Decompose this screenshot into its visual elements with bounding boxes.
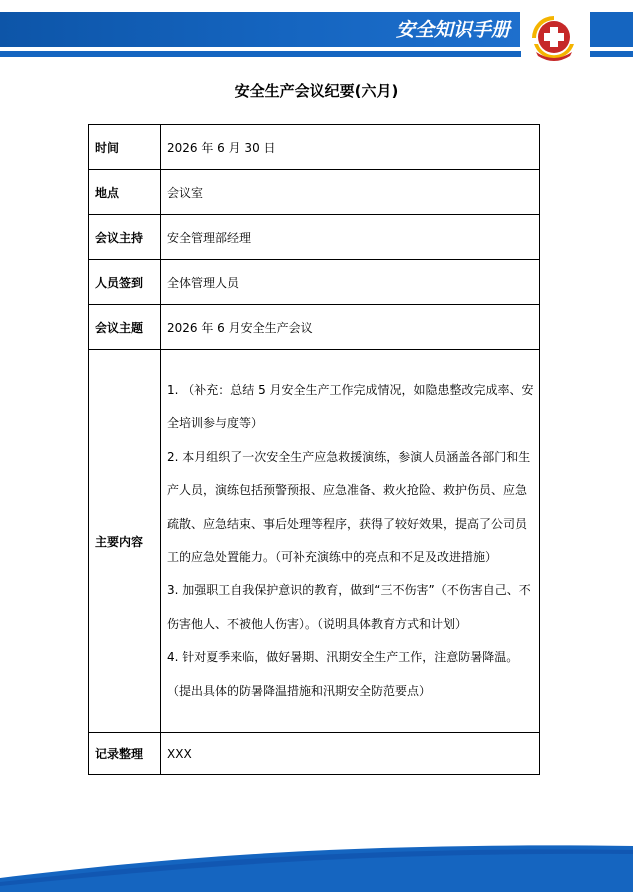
location-value: 会议室 (161, 170, 540, 215)
content-value (161, 350, 540, 733)
table-row-time (89, 125, 540, 170)
location-label: 地点 (89, 170, 161, 215)
recorder-label: 记录整理 (89, 733, 161, 775)
table-row-host (89, 215, 540, 260)
time-value: 2026 年 6 月 30 日 (161, 125, 540, 170)
content-label: 主要内容 (89, 350, 161, 733)
minutes-table (88, 124, 540, 775)
content-item-1: 1. （补充：总结 5 月安全生产工作完成情况，如隐患整改完成率、安全培训参与度等） (167, 382, 534, 431)
host-value: 安全管理部经理 (161, 215, 540, 260)
time-label: 时间 (89, 125, 161, 170)
host-label: 会议主持 (89, 215, 161, 260)
content-item-4: 4. 针对夏季来临，做好暑期、汛期安全生产工作，注意防暑降温。（提出具体的防暑降温措施和汛期安全防范要点） (167, 650, 519, 698)
attendance-value: 全体管理人员 (161, 260, 540, 305)
table-row-content (89, 350, 540, 733)
table-row-location (89, 170, 540, 215)
content-list (167, 366, 535, 716)
header-banner-right (590, 12, 633, 47)
content-item-2: 2. 本月组织了一次安全生产应急救援演练，参演人员涵盖各部门和生产人员，演练包括预警预报、应急准备、救火抢险、救护伤员、应急疏散、应急结束、事后处理等程序，获得了较好效果，提高了公司员工的应急处置能力。（可补充演练中的亮点和不足及改进措施） (167, 449, 531, 564)
table-row-topic (89, 305, 540, 350)
header-stripe-right (590, 51, 633, 57)
safety-cross-emblem-icon (524, 8, 584, 68)
topic-value: 2026 年 6 月安全生产会议 (161, 305, 540, 350)
handbook-title: 安全知识手册 (395, 19, 510, 41)
topic-label: 会议主题 (89, 305, 161, 350)
table-row-recorder (89, 733, 540, 775)
document-title: 安全生产会议纪要(六月) (234, 82, 399, 100)
recorder-value: XXX (161, 733, 540, 775)
header-stripe (0, 51, 521, 57)
attendance-label: 人员签到 (89, 260, 161, 305)
footer-wave (0, 820, 633, 892)
table-row-attendance (89, 260, 540, 305)
content-item-3: 3. 加强职工自我保护意识的教育，做到“三不伤害”（不伤害自己、不伤害他人、不被他人伤害）。（说明具体教育方式和计划） (167, 583, 531, 631)
